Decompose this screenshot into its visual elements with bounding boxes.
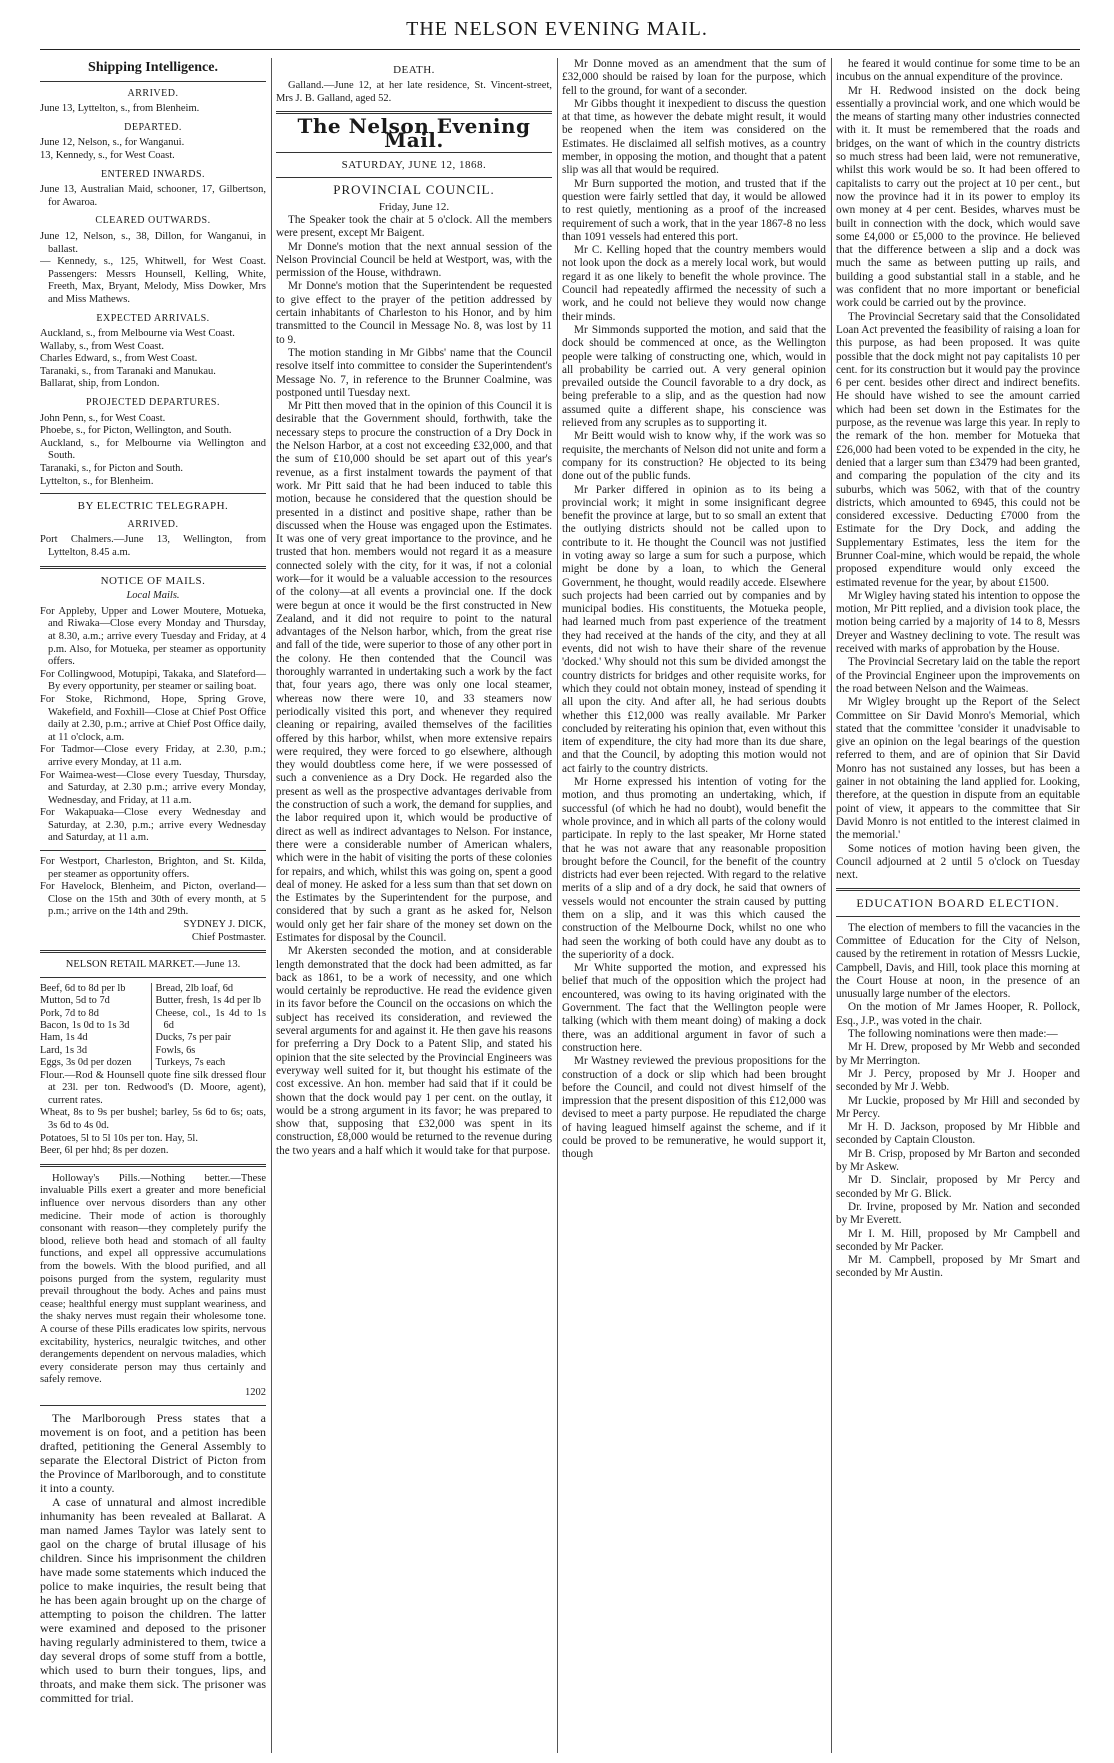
list-item: Fowls, 6s (155, 1044, 196, 1056)
column-2 (276, 58, 552, 1753)
divider (40, 850, 266, 851)
cleared-heading: CLEARED OUTWARDS. (95, 215, 211, 227)
death-heading: DEATH. (393, 64, 435, 76)
expected-list (40, 328, 266, 391)
list-item: June 13, Australian Maid, schooner, 17, Gilbertson, for Awaroa. (40, 184, 266, 208)
paragraph: The Provincial Secretary laid on the table the report of the Provincial Engineer upon the improvements on the road between Nelson and the Waimeas. (836, 656, 1080, 695)
list-item: Wallaby, s., from West Coast. (40, 340, 165, 352)
education-paragraphs (836, 922, 1080, 1281)
paragraph: The election of members to fill the vacancies in the Committee of Education for the City of Nelson, caused by the retirement in rotation of Messrs Luckie, Campbell, Davis, and Hill, took place this morning at the Court House at noon, in the presence of an unusually large number of the electors. (836, 921, 1080, 1001)
list-item: Bread, 2lb loaf, 6d (155, 982, 234, 994)
list-item: Port Chalmers.—June 13, Wellington, from Lyttelton, 8.45 a.m. (40, 534, 266, 558)
debate-paragraphs (562, 58, 826, 1162)
list-item: For Wakapuaka—Close every Wednesday and Saturday, at 2.30, p.m.; arrive every Wednesday and Saturday, at 11 a.m. (40, 807, 266, 844)
divider (276, 177, 552, 178)
column-3 (562, 58, 826, 1753)
list-item: Turkeys, 7s each (155, 1057, 226, 1069)
market-left (40, 983, 151, 1070)
paragraph: Mr Donne's motion that the next annual session of the Nelson Provincial Council be held at Westport, was, with the permission of the House, withdrawn. (276, 240, 552, 280)
paragraph: Mr Luckie, proposed by Mr Hill and seconded by Mr Percy. (836, 1094, 1080, 1120)
divider (40, 81, 266, 82)
divider (40, 977, 266, 978)
list-item: Lard, 1s 3d (40, 1044, 88, 1056)
postmaster-title: Chief Postmaster. (191, 931, 266, 943)
paragraph: Mr I. M. Hill, proposed by Mr Campbell and seconded by Mr Packer. (836, 1227, 1080, 1253)
list-item: Ballarat, ship, from London. (40, 378, 160, 390)
departed-list (40, 137, 266, 162)
list-item: Cheese, col., 1s 4d to 1s 6d (155, 1007, 266, 1032)
departed-heading: DEPARTED. (124, 121, 182, 133)
market-table (40, 983, 266, 1070)
paragraph: Mr J. Percy, proposed by Mr J. Hooper and seconded by Mr J. Webb. (836, 1067, 1080, 1094)
paragraph: Some notices of motion having been given, the Council adjourned at 2 until 5 o'clock on Tuesday next. (836, 842, 1080, 882)
mails-list-2 (40, 856, 266, 919)
paragraph: Mr B. Crisp, proposed by Mr Barton and seconded by Mr Askew. (836, 1147, 1080, 1174)
advert-number: 1202 (245, 1386, 266, 1398)
masthead: THE NELSON EVENING MAIL. (406, 18, 708, 40)
paragraph: Mr Akersten seconded the motion, and at considerable length demonstrated that the dock had been admitted, as far back as 1861, to be a work of necessity, and one which would certainly be reproductive. He read the evidence given in its favor before the Council on the occasions on which the subject has received its consideration, and reviewed the several arguments for and against it. He then gave his reasons for preferring a Dry Dock to a Patent Slip, and stated his opinion that the site selected by the Provincial Engineers was everyway well suited for it, but thought his estimate of the cost excessive. An hon. member had said that if it could be shown that the dock would pay 1 per cent. on the outlay, it would be a strong argument in its favor; he was prepared to show that, supposing that £32,000 was spent in its construction, £8,000 would be returned to the revenue during the two years and a half which it would take for that purpose. (276, 945, 552, 1157)
cleared-list (40, 231, 266, 307)
masthead-rule (40, 49, 1080, 50)
telegraph-arrived-heading: ARRIVED. (127, 518, 179, 530)
holloway-advert: Holloway's Pills.—Nothing better.—These invaluable Pills exert a greater and more beneficial influence over nervous disorders than any other medicine. Their mode of action is thoroughly consonant with reason—they completely purify the blood, relieve both head and stomach of all faulty functions, and expel all oppressive accumulations from the bowels. With the blood purified, and all poisons purged from the system, regularity must prevail throughout the body. Aches and pains must cease; healthful energy must supplant weariness, and the shaky nerves must regain their wholesome tone. A course of these Pills eradicates low spirits, nervous excitability, hysterics, neuralgic twitches, and other derangements dependent on nervous maladies, which every considerate person may thus certainly and safely remove. (40, 1172, 266, 1386)
council-paragraphs (276, 214, 552, 1158)
debate-continued (836, 58, 1080, 882)
column-4 (836, 58, 1080, 1753)
paragraph: Dr. Irvine, proposed by Mr. Nation and seconded by Mr Everett. (836, 1200, 1080, 1227)
divider (836, 916, 1080, 917)
list-item: For Collingwood, Motupipi, Takaka, and Slateford—By every opportunity, per steamer or sailing boat. (40, 668, 266, 693)
entered-list (40, 184, 266, 209)
column-rule (271, 58, 272, 1753)
market-right (151, 983, 267, 1070)
divider (40, 1405, 266, 1406)
paragraph: Mr D. Sinclair, proposed by Mr Percy and seconded by Mr G. Blick. (836, 1174, 1080, 1200)
projected-list (40, 413, 266, 489)
mails-list (40, 606, 266, 845)
paragraph: Mr Donne's motion that the Superintendent be requested to give effect to the prayer of the petition addressed by certain inhabitants of Charleston to his Honor, and by him transmitted to the Council in Message No. 8, was lost by 11 to 9. (276, 280, 552, 346)
list-item: For Westport, Charleston, Brighton, and St. Kilda, per steamer as opportunity offers. (40, 856, 266, 880)
list-item: John Penn, s., for West Coast. (40, 412, 166, 424)
council-heading: PROVINCIAL COUNCIL. (333, 182, 495, 198)
list-item: Auckland, s., from Melbourne via West Coast. (40, 328, 235, 340)
paragraph: On the motion of Mr James Hooper, R. Pollock, Esq., J.P., was voted in the chair. (836, 1001, 1080, 1027)
divider (40, 566, 266, 569)
column-1 (40, 58, 266, 1753)
divider (40, 493, 266, 494)
list-item: Beef, 6d to 8d per lb (40, 982, 126, 994)
list-item: Bacon, 1s 0d to 1s 3d (40, 1020, 130, 1032)
market-notes (40, 1070, 266, 1158)
divider (40, 950, 266, 953)
paragraph: The Provincial Secretary said that the Consolidated Loan Act prevented the feasibility of raising a loan for this purpose, as had been proposed. It was quite possible that the dock might not pay capitalists 10 per cent. for its construction but it would pay the province 6 per cent. besides other direct and indirect benefits. He should have wished to see the amount carried which had been set down in the Estimates for the purpose, as the revenue was large this year. In reply to the remark of the hon. member for Motueka that £26,000 had been voted to be expended in the city, he denied that a larger sum than £3479 had been granted, and comparing the population of the city and its suburbs, which was 5062, with that of the country districts, which amounted to 6945, this could not be considered excessive. Deducting £7000 from the Estimate for the Dry Dock, and adding the Supplementary Estimates, less the item for the Brunner Coal-mine, which would be repaid, the whole proposed expenditure would only exceed the estimated revenue for the year, by about £1500. (836, 310, 1080, 589)
education-heading: EDUCATION BOARD ELECTION. (856, 896, 1060, 911)
divider (836, 888, 1080, 891)
list-item: Auckland, s., for Melbourne via Wellington and South. (40, 437, 266, 462)
list-item: Charles Edward, s., from West Coast. (40, 353, 198, 365)
list-item: For Appleby, Upper and Lower Moutere, Motueka, and Riwaka—Close every Monday and Thursday, at 8.30, a.m.; arrive every Tuesday and Friday, at 4 p.m. Also, for Motueka, per steamer as opportunity offers. (40, 605, 266, 668)
list-item: Phoebe, s., for Picton, Wellington, and South. (40, 425, 232, 437)
list-item: Lyttelton, s., for Blenheim. (40, 475, 154, 487)
column-rule (831, 58, 832, 1753)
list-item: June 12, Nelson, s., for Wanganui. (40, 137, 185, 149)
ballarat-paragraph: A case of unnatural and almost incredible inhumanity has been revealed at Ballarat. A man named James Taylor was lately sent to gaol on the charge of brutal illusage of his children. Since his imprisonment the children have made some statements which induced the police to make inquiries, the result being that he has been again brought up on the charge of attempting to poison the children. The latter were examined and deposed to the prisoner having regularly administered to them, twice a day several drops of some stuff from a bottle, which used to burn their tongues, lips, and throats, and make them sick. The prisoner was committed for trial. (40, 1494, 266, 1705)
paragraph: Mr H. D. Jackson, proposed by Mr Hibble and seconded by Captain Clouston. (836, 1121, 1080, 1147)
list-item: Taranaki, s., from Taranaki and Manukau. (40, 365, 216, 377)
telegraph-heading: BY ELECTRIC TELEGRAPH. (77, 500, 229, 513)
list-item: 13, Kennedy, s., for West Coast. (40, 149, 175, 161)
list-item: June 13, Lyttelton, s., from Blenheim. (40, 103, 200, 115)
paragraph: Mr White supported the motion, and expressed his belief that much of the opposition which the project had encountered, was owing to its having originated with the Government. The fact that the Wellington people were talking (which with them meant doing) of making a dock there, was an additional argument in favor of such a construction here. (562, 962, 826, 1054)
column-rule (557, 58, 558, 1753)
arrived-list (40, 103, 266, 116)
paragraph: The motion standing in Mr Gibbs' name that the Council resolve itself into committee to consider the Superintendent's Message No. 7, in reference to the Brunner Coalmine, was postponed until Tuesday next. (276, 346, 552, 399)
shipping-title: Shipping Intelligence. (88, 60, 218, 75)
paragraph: Mr Pitt then moved that in the opinion of this Council it is desirable that the Government should, forthwith, take the necessary steps to procure the construction of a Dry Dock in the Nelson Harbor, at a cost not exceeding £32,000, and that the sum of £10,000 should be set apart out of this year's revenue, as a first instalment towards the payment of that work. Mr Pitt said that he had been induced to table this motion, because he considered that the question should be presented in a distinct and positive shape, rather than be discussed when the House was engaged upon the Estimates. It was one of very great importance to the province, and he trusted that hon. members would not regard it as a measure connected solely with the city, for it was, if not a colonial work—for it would be a valuable accession to the resources of the colony—at all events a provincial one. If the dock were begun at once it would be the first constructed in New Zealand, and it did not require to point to the natural advantages of the Nelson harbor, which, from the great rise and fall of the tide, were superior to those of any other port in the colony. He then contended that the Council was thoroughly warranted in undertaking such a work by the fact that, four years ago, there was only one local steamer, whereas now there were 10, and 33 steamers now periodically visited this port, and whenever they required cleaning or repairing, availed themselves of the facilities offered by this harbor, whilst, when more extensive repairs were required, they were forced to go elsewhere, although they would doubtless come here, if we were possessed of such a convenience as a Dry Dock. He regarded also the present as well as the prospective advantages derivable from the construction of such a work, the demand for supplies, and the labor required upon it, which would be productive of direct as well as indirect advantages to Nelson. For instance, there were a considerable number of American whalers, which were in the habit of visiting the ports of these colonies for repairs, and which, whilst this was going on, spent a good deal of money. He asked for a less sum than that set down on the Estimates by the Superintendent for the purpose, and considered that by such a grant as he asked for, Nelson would only get her fair share of the money set down on the Estimates for disposal by the Council. (276, 400, 552, 944)
paragraph: The following nominations were then made:— (848, 1028, 1058, 1041)
list-item: Wheat, 8s to 9s per bushel; barley, 5s 6d to 6s; oats, 3s 6d to 4s 0d. (40, 1107, 266, 1132)
postmaster-name: SYDNEY J. DICK, (183, 919, 266, 931)
list-item: Butter, fresh, 1s 4d per lb (155, 995, 261, 1007)
paragraph: Mr Gibbs thought it inexpedient to discuss the question at that time, as however the debate might result, it would be reopened when the item was considered on the Estimates. He disclaimed all selfish motives, as a country member, in opposing the motion, and thought that a patent slip was all that would be required. (562, 97, 826, 177)
mails-subtitle: Local Mails. (126, 590, 180, 602)
mails-title: NOTICE OF MAILS. (100, 574, 206, 587)
paragraph: Mr H. Drew, proposed by Mr Webb and seconded by Mr Merrington. (836, 1041, 1080, 1067)
paragraph: Mr Wigley brought up the Report of the Select Committee on Sir David Monro's Memorial, which stated that the committee 'consider it unadvisable to give an opinion on the legal bearings of the question referred to them, and are of opinion that Sir David Monro has not sustained any losses, but has been a gainer in not obtaining the land applied for. Looking, therefore, at the question in dispute from an equitable point of view, it appears to the committee that Sir David Monro is not entitled to the interest claimed in the memorial.' (836, 696, 1080, 842)
list-item: For Waimea-west—Close every Tuesday, Thursday, and Saturday, at 2.30 p.m.; arrive every Monday, Wednesday, and Friday, at 11 a.m. (40, 769, 266, 806)
list-item: Taranaki, s., for Picton and South. (40, 463, 184, 475)
market-title: NELSON RETAIL MARKET.—June 13. (65, 959, 241, 971)
paragraph: Mr Simmonds supported the motion, and said that the dock should be commenced at once, as the Wellington people were talking of constructing one, which, would in all probability be carried out. A very general opinion prevailed outside the Council favorable to a dry dock, as being preferable to a slip, and as the question had now assumed quite a different shape, his conscience was relieved from any scruples as to supporting it. (562, 323, 826, 430)
expected-heading: EXPECTED ARRIVALS. (96, 312, 210, 324)
projected-heading: PROJECTED DEPARTURES. (86, 397, 220, 409)
divider (40, 1164, 266, 1167)
paragraph: Mr Wigley having stated his intention to oppose the motion, Mr Pitt replied, and a division took place, the motion being carried by a majority of 14 to 8, Messrs Dreyer and Wastney declining to vote. The result was received with marks of approbation by the House. (836, 589, 1080, 656)
paragraph: Mr Burn supported the motion, and trusted that if the question were fairly settled that day, it would be allowed to rest quietly, mentioning as a proof of the increased requirement of such a work, that in the year 1867-8 no less than 1091 vessels had entered this port. (562, 177, 826, 243)
paragraph: Mr Beitt would wish to know why, if the work was so requisite, the merchants of Nelson did not unite and form a company for its construction? He objected to its being done out of the public funds. (562, 430, 826, 483)
entered-heading: ENTERED INWARDS. (100, 168, 206, 180)
paragraph: Mr Horne expressed his intention of voting for the motion, and thus promoting an undertaking, which, if successful (of which he had no doubt), would benefit the whole province, and in which all parts of the colony would participate. In reply to the last speaker, Mr Horne stated that he was not aware that any reasonable proposition brought before the Council, for the benefit of the country districts had ever been rejected. With regard to the relative merits of a slip and of a dry dock, he said that owners of vessels would not encounter the strain caused by putting them on a slip, and it was this which caused the construction of the Melbourne Dock, whilst no one who had seen the working of both could have any doubt as to the superiority of a dock. (562, 776, 826, 961)
list-item: Mutton, 5d to 7d (40, 995, 110, 1007)
list-item: Flour.—Rod & Hounsell quote fine silk dressed flour at 23l. per ton. Redwood's (D. Moore, agent), current rates. (40, 1069, 266, 1106)
paragraph: Mr C. Kelling hoped that the country members would not look upon the dock as a merely local work, but would regard it as one likely to benefit the whole province. The Council had repeatedly affirmed the necessity of such a work, and he could not believe they would now change their minds. (562, 244, 826, 323)
list-item: For Stoke, Richmond, Hope, Spring Grove, Wakefield, and Foxhill—Close at Chief Post Office daily at 2.30, p.m.; arrive at Chief Post Office daily, at 11 o'clock, a.m. (40, 693, 266, 743)
list-item: Eggs, 3s 0d per dozen (40, 1057, 132, 1069)
paragraph: Mr Parker differed in opinion as to its being a provincial work; it might in some insignificant degree benefit the province at large, but to so small an extent that the outlying districts should not be called upon to contribute to it. He thought the Council was not justified in voting away so large a sum for such a purpose, which might be done by a loan, to which the General Government, he thought, would readily accede. Elsewhere such projects had been carried out by companies and by municipal bodies. His constituents, the Motueka people, had learned much from past experience of the treatment they had received at the hands of the city, and they at all events, did not wish to have their share of the revenue 'docked.' Why should not this sum be divided amongst the country districts for bridges and other requisite works, for which they could not obtain money, instead of spending it all upon the city. And after all, he had serious doubts whether this £12,000 was really available. Mr Parker concluded by reiterating his opinion that, even without this item of expenditure, the city had more than its due share, and that the Council, by adopting this motion would not act fairly to the country districts. (562, 483, 826, 775)
telegraph-list (40, 534, 266, 559)
paragraph: Mr M. Campbell, proposed by Mr Smart and seconded by Mr Austin. (836, 1254, 1080, 1280)
list-item: June 12, Nelson, s., 38, Dillon, for Wanganui, in ballast. (40, 230, 266, 255)
list-item: Beer, 6l per hhd; 8s per dozen. (40, 1145, 169, 1157)
list-item: Potatoes, 5l to 5l 10s per ton. Hay, 5l. (40, 1132, 198, 1144)
paragraph: Mr Wastney reviewed the previous propositions for the construction of a dock or slip which had been brought before the Council, and could not divest himself of the impression that the present disposition of this £12,000 was devised to meet a party purpose. He repudiated the charge of having leagued himself against the scheme, and if it could be proved to be remunerative, he would support it, though (562, 1055, 826, 1161)
list-item: Pork, 7d to 8d (40, 1007, 99, 1019)
paragraph: The Speaker took the chair at 5 o'clock. All the members were present, except Mr Baigent. (276, 213, 552, 240)
council-date: Friday, June 12. (378, 200, 450, 213)
paragraph: he feared it would continue for some time to be an incubus on the annual expenditure of the province. (836, 58, 1080, 84)
list-item: Ducks, 7s per pair (155, 1032, 232, 1044)
list-item: Ham, 1s 4d (40, 1032, 88, 1044)
death-notice: Galland.—June 12, at her late residence, St. Vincent-street, Mrs J. B. Galland, aged 52. (276, 80, 552, 104)
divider (276, 152, 552, 153)
list-item: For Havelock, Blenheim, and Picton, overland—Close on the 15th and 30th of every month, at 5 p.m.; arrive on the 14th and 29th. (40, 881, 266, 918)
paragraph: Mr Donne moved as an amendment that the sum of £32,000 should be raised by loan for the purpose, which fell to the ground, for want of a seconder. (562, 58, 826, 97)
marlborough-paragraph: The Marlborough Press states that a movement is on foot, and a petition has been drafted, petitioning the General Assembly to separate the Electoral District of Picton from the Province of Marlborough, and to constitute it into a county. (40, 1410, 266, 1495)
arrived-heading: ARRIVED. (127, 87, 179, 99)
paper-title: The Nelson Evening Mail. (297, 114, 531, 152)
list-item: — Kennedy, s., 125, Whitwell, for West Coast. Passengers: Messrs Hounsell, Kelling, White, Freeth, Max, Bryant, Melody, Miss Dowker, Mrs and Miss Mathews. (40, 256, 266, 305)
issue-date: SATURDAY, JUNE 12, 1868. (341, 159, 487, 172)
paragraph: Mr H. Redwood insisted on the dock being essentially a provincial work, and one which would be the means of starting many other industries connected with it. It must be remembered that the roads and bridges, on the want of which in the country districts so much stress had been laid, were not remunerative, whilst this work would be so. It had been offered to capitalists to carry out the project at 10 per cent., but now the province had it in its power to employ its own money at 4 per cent. Besides, wharves must be built in connection with the dock, which would save some £4,000 or £5,000 to the province. He believed that the difference between a slip and a dock was much the same as between putting up rails, and building a good substantial stall in a stable, and he was confident that no more important or beneficial work could be carried out by the province. (836, 84, 1080, 310)
list-item: For Tadmor—Close every Friday, at 2.30, p.m.; arrive every Monday, at 11 a.m. (40, 744, 266, 768)
